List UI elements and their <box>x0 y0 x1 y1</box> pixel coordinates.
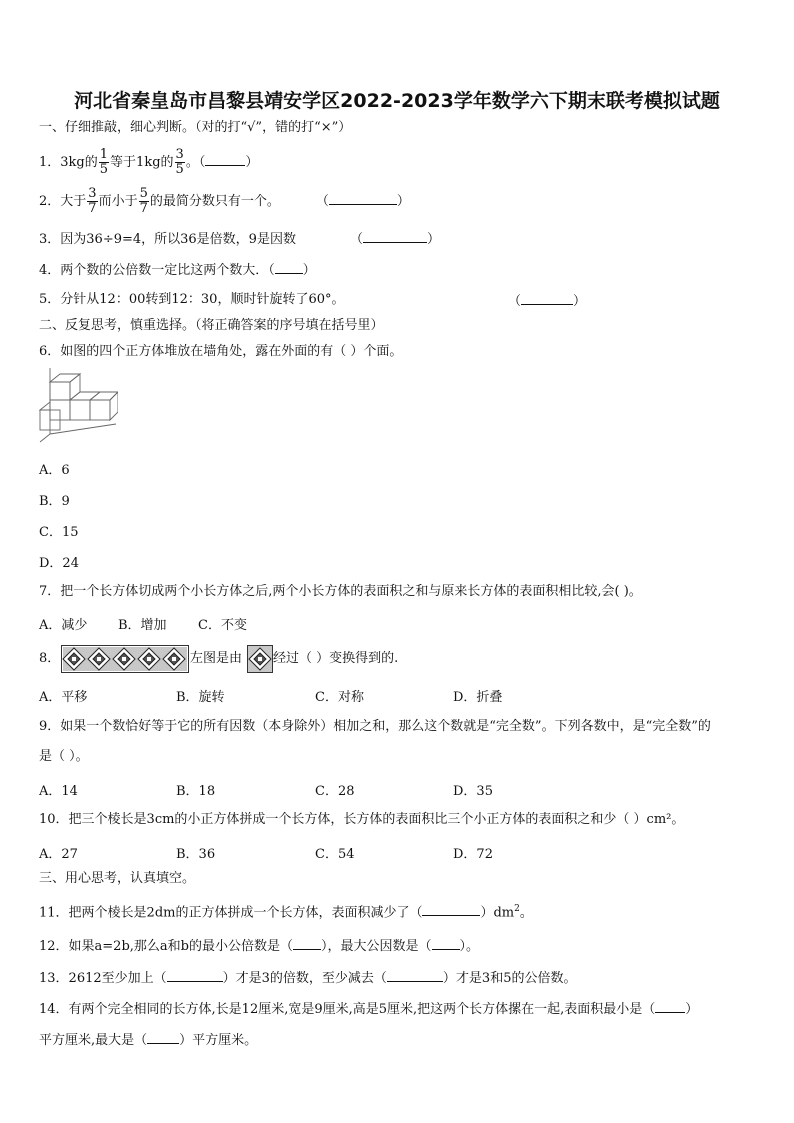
q9-option-a[interactable]: A．14 <box>39 784 78 799</box>
q10-option-b[interactable]: B．36 <box>176 847 216 862</box>
q7-option-b[interactable]: B．增加 <box>118 618 167 633</box>
question-13: 13．2612至少加上（ ）才是3的倍数，至少减去（ ）才是3和5的公倍数。 <box>39 968 576 988</box>
q11-answer-blank[interactable] <box>422 902 480 916</box>
question-5: 5．分针从12：00转到12：30，顺时针旋转了60°。 <box>39 292 345 307</box>
question-6: 6．如图的四个正方体堆放在墙角处，露在外面的有（ ）个面。 <box>39 344 403 359</box>
q7-option-c[interactable]: C．不变 <box>198 618 247 633</box>
question-8-text-end: 经过（ ）变换得到的. <box>273 651 399 666</box>
q13-subtract-blank[interactable] <box>387 968 443 982</box>
section3-heading: 三、用心思考，认真填空。 <box>39 871 196 886</box>
q10-option-c[interactable]: C．54 <box>315 847 355 862</box>
single-pattern-tile-figure <box>247 645 273 673</box>
q1-text-a: 3kg的 <box>60 155 98 170</box>
q6-option-d[interactable]: D．24 <box>39 556 79 571</box>
q6-option-c[interactable]: C．15 <box>39 525 79 540</box>
q12-lcm-blank[interactable] <box>293 936 321 950</box>
section1-heading: 一、仔细推敲，细心判断。（对的打“√”，错的打“×”） <box>39 120 352 135</box>
q12-gcd-blank[interactable] <box>432 936 460 950</box>
q8-option-a[interactable]: A．平移 <box>39 690 88 705</box>
q13-add-blank[interactable] <box>167 968 223 982</box>
pattern-strip-figure <box>61 645 189 673</box>
q10-option-d[interactable]: D．72 <box>453 847 493 862</box>
q2-fraction-1: $\frac{3}{7}$ <box>88 186 97 216</box>
question-7: 7．把一个长方体切成两个小长方体之后,两个小长方体的表面积之和与原来长方体的表面积相比较,会( )。 <box>39 584 642 599</box>
q1-text-c: 。（ <box>185 155 206 170</box>
q8-option-c[interactable]: C．对称 <box>315 690 364 705</box>
q1-text-b: 等于1kg的 <box>110 155 174 170</box>
question-10: 10．把三个棱长是3cm的小正方体拼成一个长方体，长方体的表面积比三个小正方体的表面积之和少（ ）cm²。 <box>39 812 685 827</box>
q9-option-b[interactable]: B．18 <box>176 784 216 799</box>
q3-answer-blank[interactable] <box>363 229 427 243</box>
question-2: 2．大于 $\frac{3}{7}$ 而小于 $\frac{5}{7}$ 的最简分数只有一个。 （ ） <box>39 186 410 216</box>
question-14-line-2: 平方厘米,最大是（ ）平方厘米。 <box>39 1030 257 1050</box>
question-4: 4．两个数的公倍数一定比这两个数大．（ ） <box>39 260 316 280</box>
question-11: 11．把两个棱长是2dm的正方体拼成一个长方体，表面积减少了（ ）$dm^2$。 <box>39 904 533 921</box>
q8-option-b[interactable]: B．旋转 <box>176 690 225 705</box>
question-14-line-1: 14．有两个完全相同的长方体,长是12厘米,宽是9厘米,高是5厘米,把这两个长方体摞在一起,表面积最小是（ ） <box>39 999 698 1019</box>
question-5-answer: （ ） <box>508 291 586 311</box>
q14-min-blank[interactable] <box>655 999 685 1013</box>
q7-option-a[interactable]: A．减少 <box>39 618 88 633</box>
section2-heading: 二、反复思考，慎重选择。（将正确答案的序号填在括号里） <box>39 318 384 333</box>
question-1: 1．3kg的 $\frac{1}{5}$ 等于1kg的 $\frac{3}{5}$ 。（ ） <box>39 147 259 177</box>
q1-answer-blank[interactable] <box>205 152 245 166</box>
page-title: 河北省秦皇岛市昌黎县靖安学区2022-2023学年数学六下期末联考模拟试题 <box>74 90 720 112</box>
q14-max-blank[interactable] <box>147 1030 179 1044</box>
q2-fraction-2: $\frac{5}{7}$ <box>139 186 148 216</box>
q9-option-d[interactable]: D．35 <box>453 784 493 799</box>
question-12: 12．如果a=2b,那么a和b的最小公倍数是（ ），最大公因数是（ ）。 <box>39 936 479 956</box>
q6-option-a[interactable]: A．6 <box>39 463 70 478</box>
q6-option-b[interactable]: B．9 <box>39 494 70 509</box>
question-9-line-2: 是（ ）。 <box>39 749 89 764</box>
q4-answer-blank[interactable] <box>275 260 303 274</box>
stacked-cubes-figure <box>38 368 118 444</box>
q5-answer-blank[interactable] <box>521 291 573 305</box>
question-3: 3．因为36÷9=4，所以36是倍数，9是因数 （ ） <box>39 229 440 249</box>
q1-fraction-1: $\frac{1}{5}$ <box>99 147 109 177</box>
question-8-number: 8． <box>39 651 61 666</box>
question-9-line-1: 9．如果一个数恰好等于它的所有因数（本身除外）相加之和，那么这个数就是“完全数”。下列各数中，是“完全数”的 <box>39 719 711 734</box>
q2-answer-blank[interactable] <box>329 191 397 205</box>
q1-fraction-2: $\frac{3}{5}$ <box>175 147 184 177</box>
q1-number: 1． <box>39 155 61 170</box>
q10-option-a[interactable]: A．27 <box>39 847 78 862</box>
q9-option-c[interactable]: C．28 <box>315 784 355 799</box>
q8-option-d[interactable]: D．折叠 <box>453 690 503 705</box>
question-8-text-mid: 左图是由 <box>190 651 243 666</box>
